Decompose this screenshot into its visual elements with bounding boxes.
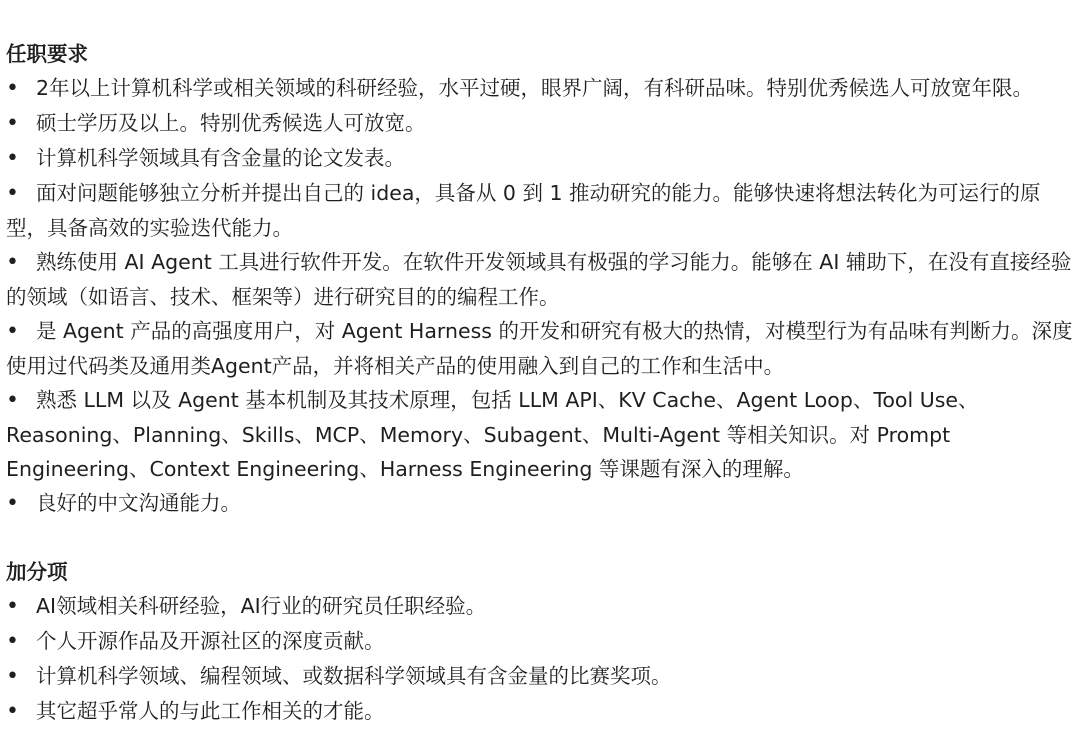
list-item (6, 659, 1074, 694)
list-item (6, 486, 1074, 521)
bullet-icon: • (6, 76, 19, 101)
requirements-list (6, 71, 1074, 521)
section-title-bonus: 加分项 (6, 560, 68, 584)
section-title-requirements: 任职要求 (6, 42, 88, 66)
list-item (6, 314, 1074, 383)
bullet-icon: • (6, 491, 19, 516)
bullet-icon: • (6, 388, 19, 413)
list-item (6, 589, 1074, 624)
list-item-text: 硕士学历及以上。特别优秀候选人可放宽。 (36, 111, 426, 135)
list-item-text: 面对问题能够独立分析并提出自己的 idea，具备从 0 到 1 推动研究的能力。能够快速将想法转化为可运行的原型，具备高效的实验迭代能力。 (6, 181, 1041, 240)
list-item-text: 计算机科学领域具有含金量的论文发表。 (36, 146, 405, 170)
list-item (6, 141, 1074, 176)
list-item (6, 106, 1074, 141)
bullet-icon: • (6, 319, 19, 344)
bullet-icon: • (6, 594, 19, 619)
list-item-text: 熟悉 LLM 以及 Agent 基本机制及其技术原理，包括 LLM API、KV Cache、Agent Loop、Tool Use、Reasoning、Planning、Skills、MCP、Memory、Subagent、Multi-Agent 等相关知识。对 Prompt Engineering、Context Engineering、Harness Engineering 等课题有深入的理解。 (6, 388, 979, 481)
list-item (6, 694, 1074, 729)
list-item-text: 熟练使用 AI Agent 工具进行软件开发。在软件开发领域具有极强的学习能力。能够在 AI 辅助下，在没有直接经验的领域（如语言、技术、框架等）进行研究目的的编程工作。 (6, 250, 1072, 309)
list-item (6, 176, 1074, 245)
list-item (6, 383, 1074, 486)
bullet-icon: • (6, 664, 19, 689)
section-spacer (6, 521, 1074, 555)
list-item (6, 71, 1074, 106)
bullet-icon: • (6, 250, 19, 275)
list-item-text: 良好的中文沟通能力。 (36, 491, 241, 515)
list-item-text: AI领域相关科研经验，AI行业的研究员任职经验。 (36, 594, 487, 618)
list-item-text: 是 Agent 产品的高强度用户，对 Agent Harness 的开发和研究有极大的热情，对模型行为有品味有判断力。深度使用过代码类及通用类Agent产品，并将相关产品的使用融入到自己的工作和生活中。 (6, 319, 1073, 378)
list-item-text: 2年以上计算机科学或相关领域的科研经验，水平过硬，眼界广阔，有科研品味。特别优秀候选人可放宽年限。 (36, 76, 1034, 100)
bullet-icon: • (6, 146, 19, 171)
bonus-list (6, 589, 1074, 729)
bullet-icon: • (6, 181, 19, 206)
list-item-text: 其它超乎常人的与此工作相关的才能。 (36, 699, 385, 723)
list-item (6, 624, 1074, 659)
bullet-icon: • (6, 629, 19, 654)
bullet-icon: • (6, 111, 19, 136)
list-item-text: 计算机科学领域、编程领域、或数据科学领域具有含金量的比赛奖项。 (36, 664, 672, 688)
list-item (6, 245, 1074, 314)
bullet-icon: • (6, 699, 19, 724)
list-item-text: 个人开源作品及开源社区的深度贡献。 (36, 629, 385, 653)
